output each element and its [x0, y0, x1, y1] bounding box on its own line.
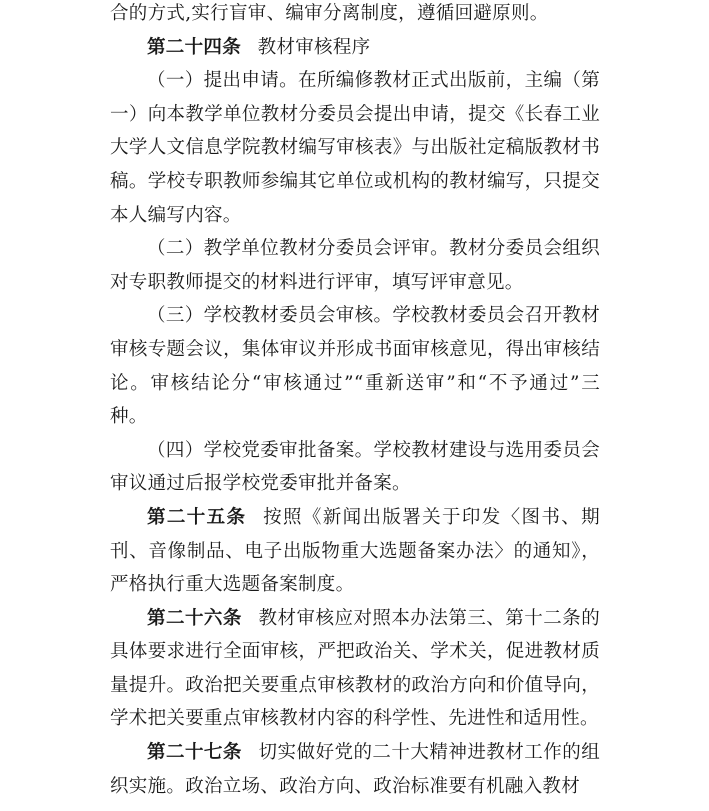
- paragraph-text: 切实做好党的二十大精神进教材工作的组织实施。政治立场、政治方向、政治标准要有机融入教材: [110, 742, 600, 797]
- procedure-step-4: [110, 434, 600, 501]
- procedure-step-3: [110, 299, 600, 433]
- paragraph-continuation: [110, 0, 600, 31]
- article-label: 第二十六条: [147, 607, 242, 629]
- article-27: [110, 736, 600, 803]
- article-label: 第二十五条: [147, 506, 247, 528]
- procedure-step-1: [110, 64, 600, 232]
- document-body: [110, 0, 600, 803]
- procedure-step-2: [110, 232, 600, 299]
- article-label: 第二十四条: [147, 36, 242, 58]
- paragraph-text: （一）提出申请。在所编修教材正式出版前，主编（第一）向本教学单位教材分委员会提出申请，提交《长春工业大学人文信息学院教材编写审核表》与出版社定稿版教材书稿。学校专职教师参编其它单位或机构的教材编写，只提交本人编写内容。: [110, 70, 600, 226]
- article-26: [110, 602, 600, 736]
- paragraph-text: （四）学校党委审批备案。学校教材建设与选用委员会审议通过后报学校党委审批并备案。: [110, 439, 600, 495]
- paragraph-text: 教材审核应对照本办法第三、第十二条的具体要求进行全面审核，严把政治关、学术关，促进教材质量提升。政治把关要重点审核教材的政治方向和价值导向，学术把关要重点审核教材内容的科学性、先进性和适用性。: [110, 607, 600, 730]
- article-25: [110, 501, 600, 602]
- paragraph-text: 教材审核程序: [257, 36, 371, 58]
- paragraph-text: （三）学校教材委员会审核。学校教材委员会召开教材审核专题会议，集体审议并形成书面审核意见，得出审核结论。审核结论分“审核通过”“重新送审”和“不予通过”三种。: [110, 305, 600, 428]
- paragraph-text: （二）教学单位教材分委员会评审。教材分委员会组织对专职教师提交的材料进行评审，填写评审意见。: [110, 238, 600, 293]
- article-24-heading: [110, 31, 600, 65]
- paragraph-text: 按照《新闻出版署关于印发〈图书、期刊、音像制品、电子出版物重大选题备案办法〉的通知》，严格执行重大选题备案制度。: [110, 506, 600, 596]
- paragraph-text: 合的方式,实行盲审、编审分离制度，遵循回避原则。: [110, 3, 549, 24]
- article-label: 第二十七条: [147, 742, 242, 764]
